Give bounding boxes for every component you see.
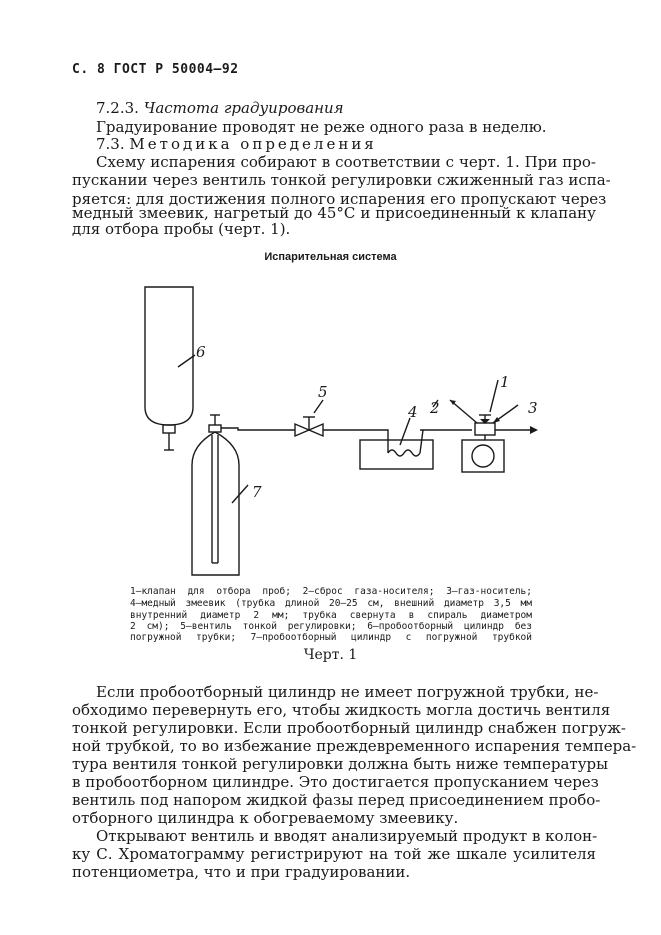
evaporation-system-diagram — [120, 285, 540, 585]
figure-ref: Черт. 1 — [303, 647, 358, 663]
sampling-cylinder-6 — [145, 287, 193, 425]
label-3: 3 — [528, 399, 538, 417]
figure-title: Испарительная система — [264, 251, 397, 263]
section-73-heading — [72, 135, 596, 153]
text-line: отборного цилиндра к обогреваемому змеевику. — [72, 809, 459, 827]
text-line: медный змеевик, нагретый до 45°С и присоединенный к клапану — [72, 204, 596, 222]
page-header: С. 8 ГОСТ Р 50004—92 — [72, 62, 239, 77]
text-line: Если пробоотборный цилиндр не имеет погружной трубки, не- — [96, 683, 599, 701]
text-line: ку С. Хроматограмму регистрируют на той же шкале усилителя — [72, 845, 596, 863]
section-723-heading — [72, 99, 596, 117]
text-line: для отбора пробы (черт. 1). — [72, 220, 291, 238]
text-line: в пробоотборном цилиндре. Это достигается пропусканием через — [72, 773, 599, 791]
section-73-number: 7.3. — [96, 135, 125, 153]
text-line: тура вентиля тонкой регулировки должна быть ниже температуры — [72, 755, 609, 773]
text-line: Открывают вентиль и вводят анализируемый продукт в колон- — [96, 827, 598, 845]
text-line: обходимо перевернуть его, чтобы жидкость могла достичь вентиля — [72, 701, 611, 719]
text-line: потенциометра, что и при градуировании. — [72, 863, 411, 881]
text-line: ной трубкой, то во избежание преждевременного испарения темпера- — [72, 737, 637, 755]
caption-line: 4—медный змеевик (трубка длиной 20—25 см, внешний диаметр 3,5 мм — [130, 598, 532, 609]
label-6: 6 — [196, 343, 206, 361]
cylinder-7-valve — [209, 425, 221, 432]
regulation-valve-5 — [295, 424, 309, 436]
text-line: ряется: для достижения полного испарения его пропускают через — [72, 190, 607, 208]
caption-line: погружной трубки; 7—пробоотборный цилиндр с погружной трубкой — [130, 632, 532, 643]
label-2: 2 — [430, 399, 440, 417]
sampling-cylinder-7 — [192, 432, 239, 575]
section-723-title: Частота градуирования — [143, 99, 344, 117]
text-line: вентиль под напором жидкой фазы перед присоединением пробо- — [72, 791, 601, 809]
caption-line: 2 см); 5—вентиль тонкой регулировки; 6—пробоотборный цилиндр без — [130, 621, 532, 632]
text-line: пускании через вентиль тонкой регулировки сжиженный газ испа- — [72, 171, 611, 189]
label-5: 5 — [318, 383, 328, 401]
label-7: 7 — [252, 483, 262, 501]
cylinder-6-valve — [163, 425, 175, 433]
sampling-valve-1 — [475, 423, 495, 435]
caption-line: 1—клапан для отбора проб; 2—сброс газа-носителя; 3—газ-носитель; — [130, 586, 532, 597]
label-4: 4 — [408, 403, 418, 421]
section-723-number: 7.2.3. — [96, 99, 139, 117]
section-723-text: Градуирование проводят не реже одного раза в неделю. — [96, 118, 547, 136]
label-1: 1 — [500, 373, 510, 391]
section-73-title: Методика определения — [129, 135, 377, 153]
caption-line: внутренний диаметр 2 мм; трубка свернута в спираль диаметром — [130, 610, 532, 621]
text-line: тонкой регулировки. Если пробоотборный цилиндр снабжен погруж- — [72, 719, 626, 737]
text-line: Схему испарения собирают в соответствии с черт. 1. При про- — [96, 153, 596, 171]
